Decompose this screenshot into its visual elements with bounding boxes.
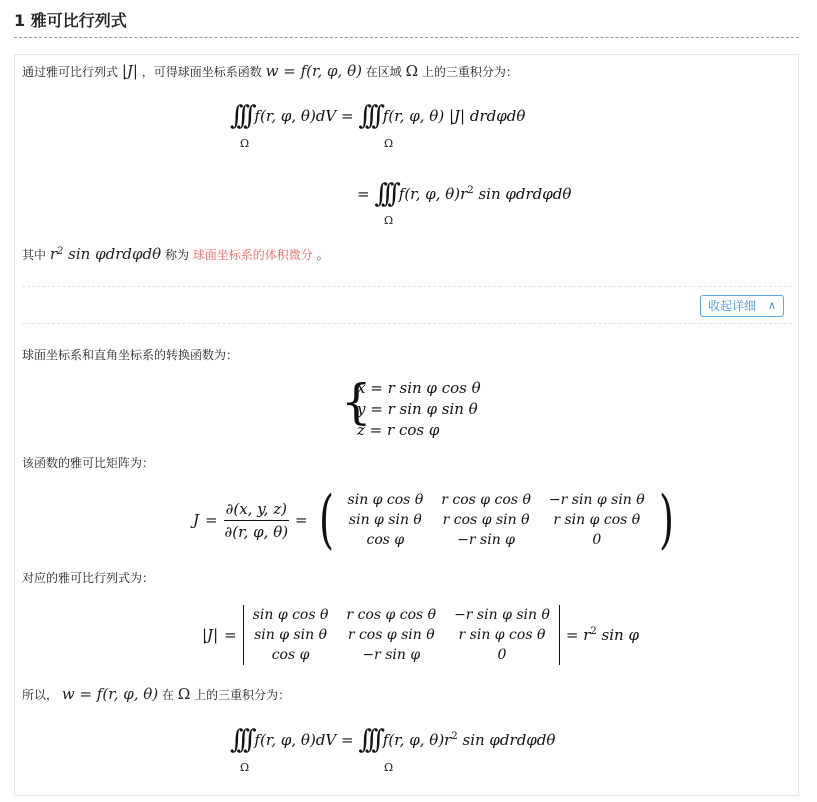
triple-integral-icon: ∫∫∫	[230, 725, 250, 755]
chevron-up-icon: ∧	[767, 299, 776, 312]
jacobian-symbol: |J|	[121, 62, 138, 80]
conversion-line-y: y = r sin φ sin θ	[357, 400, 478, 418]
omega-subscript: Ω	[240, 761, 250, 774]
intro-prefix: 通过雅可比行列式	[22, 65, 119, 79]
collapse-details-button[interactable]	[700, 295, 784, 317]
volume-element-link[interactable]: 球面坐标系的体积微分	[192, 248, 313, 262]
where-end: 。	[316, 248, 329, 262]
volume-element-expr-b: sin φdrdφdθ	[63, 245, 162, 263]
omega-symbol: Ω	[405, 62, 419, 80]
jacobian-matrix	[339, 490, 654, 550]
final-triple-integral-equation: ∫∫∫ f(r, φ, θ)dV = ∫∫∫ f(r, φ, $\theta)r^2$ sin φdrdφdθ	[230, 725, 556, 755]
conversion-line-x: x = r sin φ cos θ	[357, 379, 481, 397]
matrix-cell: sin φ cos θ	[252, 607, 329, 623]
matrix-cell: 0	[497, 647, 507, 663]
matrix-cell: sin φ cos θ	[347, 492, 424, 508]
determinant-heading: 对应的雅可比行列式为：	[22, 571, 155, 585]
volume-element-sentence: 其中 $r^2$ sin φdrdφdθ 称为 球面坐标系的体积微分 。	[22, 245, 329, 263]
omega-subscript: Ω	[384, 214, 394, 227]
matrix-cell: 0	[592, 532, 602, 548]
omega-subscript: Ω	[240, 137, 250, 150]
intro-middle: ，可得球面坐标系函数	[141, 65, 262, 79]
collapse-label: 收起详细	[708, 299, 757, 313]
fraction-numerator: ∂(x, y, z)	[224, 500, 289, 521]
final-integrand-rhs-b: sin φdrdφdθ	[457, 731, 556, 749]
divider	[22, 286, 792, 287]
volume-element-expr-a: r	[49, 245, 58, 263]
final-sentence	[22, 685, 290, 704]
left-brace-icon: {	[341, 374, 372, 430]
conversion-heading: 球面坐标系和直角坐标系的转换函数为：	[22, 348, 239, 362]
omega-symbol: Ω	[177, 685, 191, 703]
omega-subscript: Ω	[384, 761, 394, 774]
matrix-cell: cos φ	[366, 532, 405, 548]
integrand-rhs1: f(r, φ, θ) |J| drdφdθ	[382, 107, 526, 125]
determinant-matrix	[243, 605, 560, 665]
triple-integral-icon: ∫∫∫	[358, 101, 379, 131]
determinant-result-b: sin φ	[596, 626, 639, 644]
triple-integral-equation-line1: ∫∫∫ f(r, φ, θ)dV = ∫∫∫ f(r, φ, θ) |J| drdφdθ	[230, 101, 526, 131]
omega-subscript: Ω	[384, 137, 394, 150]
matrix-cell: −r sin φ sin θ	[548, 492, 645, 508]
matrix-cell: r cos φ sin θ	[347, 627, 435, 643]
integrand-lhs: f(r, φ, θ)dV	[254, 107, 337, 125]
matrix-cell: r cos φ cos θ	[346, 607, 437, 623]
triple-integral-icon: ∫∫∫	[374, 179, 394, 209]
triple-integral-icon: ∫∫∫	[230, 101, 250, 131]
triple-integral-equation-line2: = ∫∫∫ f(r, φ, $\theta)r^2$ sin φdrdφdθ	[357, 179, 572, 209]
title-divider	[14, 37, 799, 38]
determinant-equation: |J| = sin φ cos θ r cos φ cos θ −r sin φ sin θ sin φ sin θ r cos φ sin θ r sin φ cos θ cos φ −r sin φ 0 = $r^2$ sin φ	[202, 607, 639, 663]
integrand-rhs2-b: sin φdrdφdθ	[473, 185, 572, 203]
function-expr: w = f(r, φ, θ)	[265, 62, 362, 80]
matrix-cell: sin φ sin θ	[348, 512, 422, 528]
final-prefix: 所以，	[22, 688, 59, 702]
matrix-cell: −r sin φ	[362, 647, 421, 663]
divider	[22, 323, 792, 324]
final-integrand-lhs: f(r, φ, θ)dV	[254, 731, 337, 749]
triple-integral-icon: ∫∫∫	[358, 725, 379, 755]
conversion-line-z: z = r cos φ	[357, 421, 440, 439]
right-paren-icon: )	[658, 483, 674, 557]
matrix-J-symbol: J	[193, 511, 200, 529]
final-suffix: 上的三重积分为：	[194, 688, 291, 702]
jacobian-matrix-heading: 该函数的雅可比矩阵为：	[22, 456, 155, 470]
where-prefix: 其中	[22, 248, 47, 262]
section-title: 1 雅可比行列式	[14, 11, 127, 30]
intro-sentence	[22, 62, 518, 81]
left-paren-icon: (	[318, 483, 334, 557]
final-integrand-rhs-a: f(r, φ, θ)r	[382, 731, 452, 749]
intro-suffix: 上的三重积分为：	[421, 65, 518, 79]
final-function-expr: w = f(r, φ, θ)	[61, 685, 159, 703]
integrand-rhs2-a: f(r, φ, θ)r	[398, 185, 468, 203]
jacobian-matrix-equation: J = $\frac{\partial(x, y, z)}{\partial(r, \varphi, \theta)}$ = ( sin φ cos θ r cos φ cos θ −r sin φ sin θ sin φ sin θ r cos φ sin θ r sin φ cos θ cos φ −r sin φ 0 )	[193, 483, 674, 557]
where-mid: 称为	[164, 248, 189, 262]
determinant-result-a: = r	[565, 626, 591, 644]
matrix-cell: −r sin φ sin θ	[454, 607, 550, 623]
determinant-lhs: |J|	[202, 626, 219, 644]
matrix-cell: r cos φ cos θ	[441, 492, 531, 508]
matrix-cell: cos φ	[271, 647, 310, 663]
matrix-cell: r sin φ cos θ	[458, 627, 546, 643]
intro-in-region: 在区域	[365, 65, 402, 79]
matrix-cell: sin φ sin θ	[254, 627, 328, 643]
partial-derivative-fraction	[224, 500, 289, 541]
final-in-word: 在	[162, 688, 175, 702]
fraction-denominator: ∂(r, φ, θ)	[224, 522, 289, 541]
matrix-cell: r sin φ cos θ	[553, 512, 641, 528]
matrix-cell: −r sin φ	[457, 532, 515, 548]
matrix-cell: r cos φ sin θ	[442, 512, 530, 528]
